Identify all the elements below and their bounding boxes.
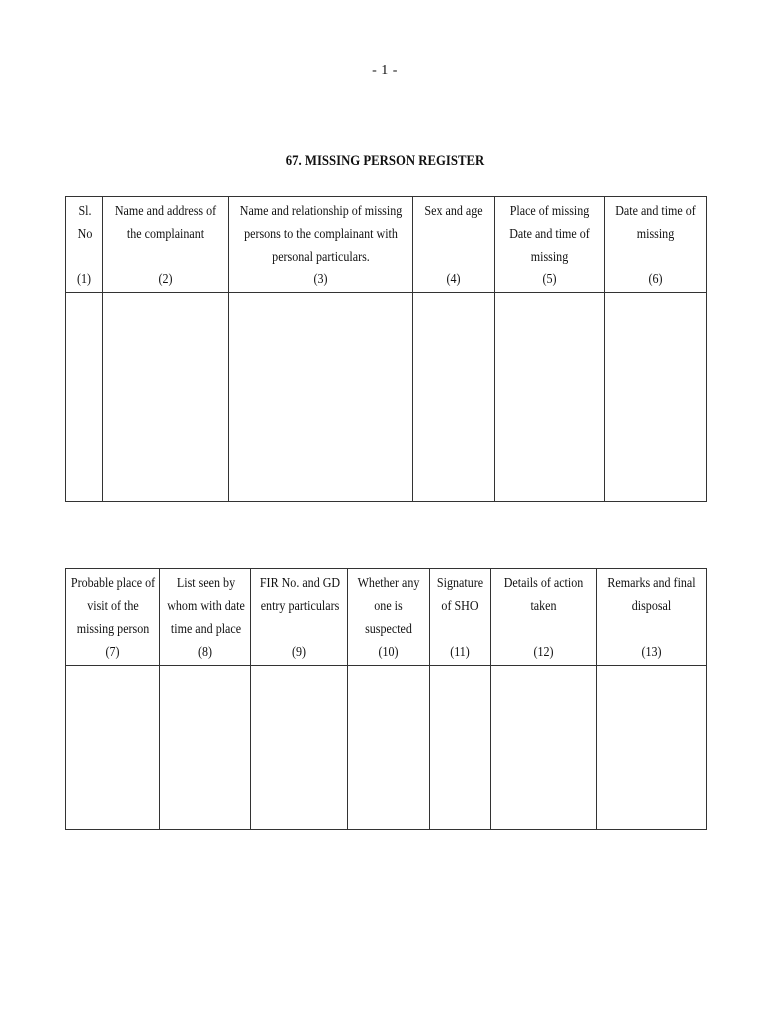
entry-cell-fir[interactable] [251, 666, 348, 830]
column-heading: Date and time of missing [615, 204, 696, 242]
table-row [66, 666, 707, 830]
column-header-relationship [229, 197, 413, 293]
column-heading: FIR No. and GD entry particulars [259, 576, 341, 614]
column-header-sex-age [413, 197, 495, 293]
entry-cell-probable-place[interactable] [66, 666, 160, 830]
column-header-action [491, 569, 597, 666]
column-heading: Name and relationship of missing persons to the complainant with personal particulars. [239, 204, 403, 265]
column-number: (3) [313, 272, 328, 287]
entry-cell-sl-no[interactable] [66, 293, 103, 502]
entry-cell-remarks[interactable] [597, 666, 707, 830]
column-number: (12) [533, 645, 554, 660]
column-number: (4) [446, 272, 461, 287]
table-header-row [66, 197, 707, 293]
column-number: (7) [105, 645, 120, 660]
entry-cell-date-time[interactable] [605, 293, 707, 502]
entry-cell-suspected[interactable] [348, 666, 430, 830]
entry-cell-signature[interactable] [430, 666, 491, 830]
page-number: - 1 - [372, 63, 398, 78]
column-header-fir [251, 569, 348, 666]
column-heading: Sex and age [424, 204, 483, 219]
column-header-suspected [348, 569, 430, 666]
column-heading: Signature of SHO [436, 576, 484, 614]
column-header-place-of-missing [495, 197, 605, 293]
column-heading: Details of action taken [503, 576, 584, 614]
column-heading: Whether any one is suspected [357, 576, 420, 637]
table-header-row [66, 569, 707, 666]
entry-cell-complainant[interactable] [103, 293, 229, 502]
column-number: (2) [158, 272, 173, 287]
column-heading: Place of missing Date and time of missing [509, 204, 590, 265]
register-title: 67. MISSING PERSON REGISTER [285, 153, 485, 169]
entry-cell-relationship[interactable] [229, 293, 413, 502]
column-number: (1) [76, 272, 92, 287]
register-table-part-1 [65, 196, 707, 502]
entry-cell-sex-age[interactable] [413, 293, 495, 502]
column-header-sl-no [66, 197, 103, 293]
entry-cell-action[interactable] [491, 666, 597, 830]
column-heading: Sl. No [77, 204, 93, 242]
column-header-last-seen [160, 569, 251, 666]
column-header-probable-place [66, 569, 160, 666]
column-header-signature [430, 569, 491, 666]
register-table-part-2 [65, 568, 707, 830]
column-header-remarks [597, 569, 707, 666]
column-heading: List seen by whom with date time and place [167, 576, 245, 637]
column-number: (5) [542, 272, 557, 287]
column-heading: Remarks and final disposal [607, 576, 696, 614]
column-number: (6) [648, 272, 663, 287]
column-number: (10) [378, 645, 399, 660]
entry-cell-place-of-missing[interactable] [495, 293, 605, 502]
column-header-complainant [103, 197, 229, 293]
column-number: (8) [197, 645, 213, 660]
column-header-date-time [605, 197, 707, 293]
column-number: (11) [450, 645, 470, 660]
column-number: (13) [641, 645, 662, 660]
column-heading: Probable place of visit of the missing person [70, 576, 156, 637]
table-row [66, 293, 707, 502]
column-heading: Name and address of the complainant [114, 204, 217, 242]
column-number: (9) [291, 645, 307, 660]
entry-cell-last-seen[interactable] [160, 666, 251, 830]
